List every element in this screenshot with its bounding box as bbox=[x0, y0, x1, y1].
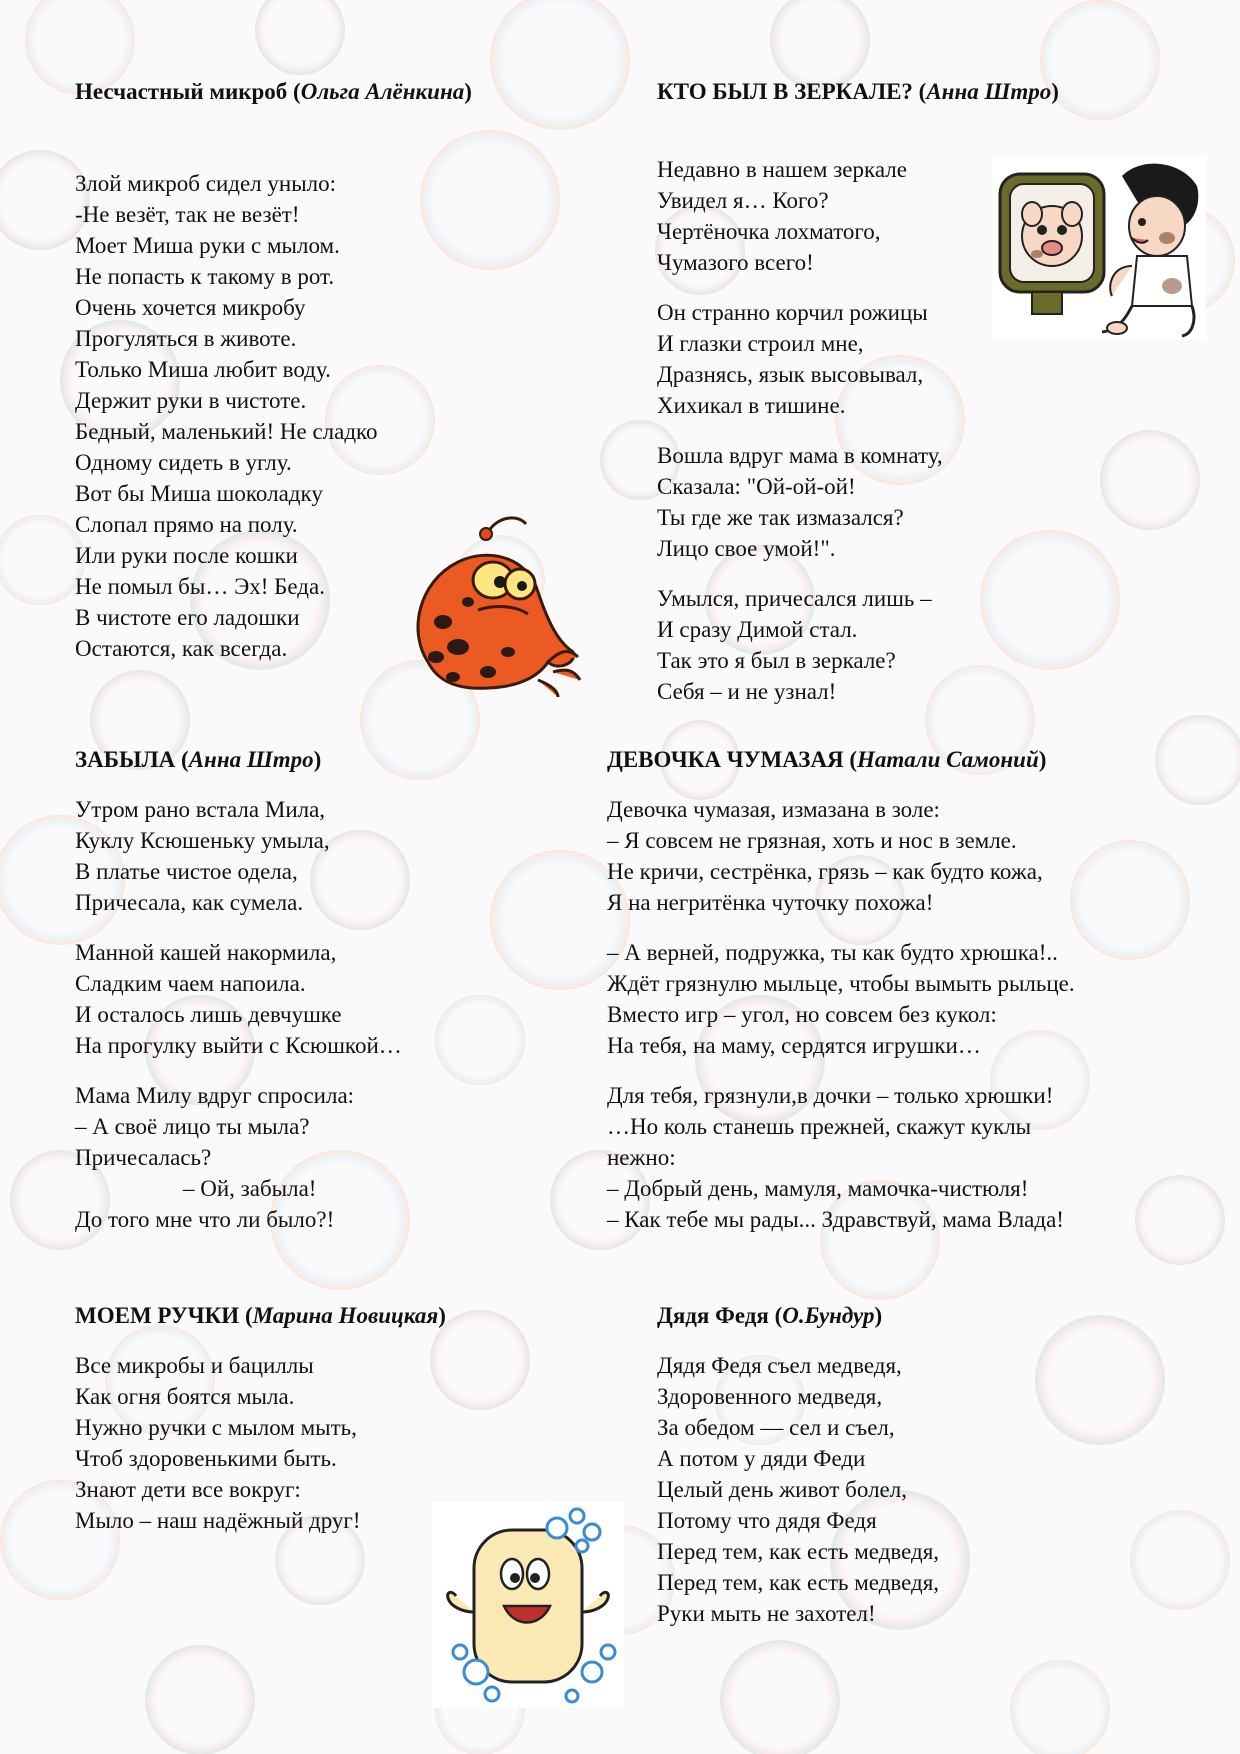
poem-line: Лицо свое умой!". bbox=[657, 536, 836, 561]
poem-line: Чтоб здоровенькими быть. bbox=[75, 1446, 337, 1471]
poem-3 bbox=[75, 746, 402, 1235]
poem-line: На прогулку выйти с Ксюшкой… bbox=[75, 1033, 402, 1058]
poem-line: И осталось лишь девчушке bbox=[75, 1002, 342, 1027]
poem-title: МОЕМ РУЧКИ (Марина Новицкая) bbox=[75, 1303, 446, 1328]
poem-line: Девочка чумазая, измазана в золе: bbox=[607, 797, 940, 822]
poem-line: Остаются, как всегда. bbox=[75, 636, 288, 661]
poem-line: За обедом — сел и съел, bbox=[657, 1415, 895, 1440]
poem-line: Моет Миша руки с мылом. bbox=[75, 233, 340, 258]
bubble bbox=[1010, 1660, 1110, 1754]
poem-line: Очень хочется микробу bbox=[75, 295, 306, 320]
poem-line: Хихикал в тишине. bbox=[657, 393, 846, 418]
poem-5 bbox=[75, 1302, 446, 1536]
poem-stanza bbox=[607, 937, 1075, 1061]
poem-line: Слопал прямо на полу. bbox=[75, 512, 298, 537]
poem-line: Куклу Ксюшеньку умыла, bbox=[75, 828, 330, 853]
poem-line: Ждёт грязнулю мыльце, чтобы вымыть рыльце. bbox=[607, 971, 1075, 996]
poem-line: нежно: bbox=[607, 1145, 676, 1170]
poem-line: Нужно ручки с мылом мыть, bbox=[75, 1415, 357, 1440]
poem-line: Мыло – наш надёжный друг! bbox=[75, 1508, 361, 1533]
poem-line: Себя – и не узнал! bbox=[657, 679, 837, 704]
poem-line: Вошла вдруг мама в комнату, bbox=[657, 443, 943, 468]
poem-4 bbox=[607, 746, 1075, 1235]
poem-line: Сладким чаем напоила. bbox=[75, 971, 306, 996]
poem-line: В платье чистое одела, bbox=[75, 859, 298, 884]
mirror-boy-illustration bbox=[992, 156, 1206, 340]
poem-line: Знают дети все вокруг: bbox=[75, 1477, 301, 1502]
poem-line: Чумазого всего! bbox=[657, 250, 814, 275]
poem-author: Анна Штро bbox=[926, 79, 1052, 104]
bubble bbox=[1070, 840, 1190, 960]
poem-stanza bbox=[75, 1080, 402, 1235]
poem-stanza bbox=[657, 583, 1059, 707]
poem-line: Сказала: "Ой-ой-ой! bbox=[657, 474, 856, 499]
poem-stanza bbox=[607, 794, 1075, 918]
poem-line: – Как тебе мы рады... Здравствуй, мама Влада! bbox=[607, 1207, 1064, 1232]
poem-line: Так это я был в зеркале? bbox=[657, 648, 896, 673]
poem-line: Все микробы и бациллы bbox=[75, 1353, 314, 1378]
poem-title: Дядя Федя (О.Бундур) bbox=[657, 1303, 883, 1328]
poem-line: На тебя, на маму, сердятся игрушки… bbox=[607, 1033, 981, 1058]
bubble bbox=[0, 515, 85, 605]
poem-line: Недавно в нашем зеркале bbox=[657, 157, 907, 182]
poem-stanza bbox=[607, 1080, 1075, 1235]
poem-line: И сразу Димой стал. bbox=[657, 617, 858, 642]
poem-line: Вместо игр – угол, но совсем без кукол: bbox=[607, 1002, 997, 1027]
poem-line: – А своё лицо ты мыла? bbox=[75, 1114, 310, 1139]
poem-line: Для тебя, грязнули,в дочки – только хрюшки! bbox=[607, 1083, 1054, 1108]
poem-line: Бедный, маленький! Не сладко bbox=[75, 419, 378, 444]
bubble bbox=[770, 0, 870, 90]
bubble bbox=[1155, 715, 1240, 805]
bubble bbox=[145, 1645, 255, 1754]
poem-line: А потом у дяди Феди bbox=[657, 1446, 866, 1471]
poem-line: Причесалась? bbox=[75, 1145, 212, 1170]
poem-line: Как огня боятся мыла. bbox=[75, 1384, 295, 1409]
bubble bbox=[1100, 430, 1200, 530]
poem-line: Держит руки в чистоте. bbox=[75, 388, 307, 413]
poem-stanza bbox=[75, 937, 402, 1061]
poem-stanza bbox=[657, 440, 1059, 564]
poem-line: Здоровенного медведя, bbox=[657, 1384, 883, 1409]
poem-line: Потому что дядя Федя bbox=[657, 1508, 877, 1533]
poem-line: До того мне что ли было?! bbox=[75, 1207, 335, 1232]
poem-author: О.Бундур bbox=[782, 1303, 875, 1328]
soap-character-illustration bbox=[432, 1502, 624, 1708]
poem-line: Дядя Федя съел медведя, bbox=[657, 1353, 902, 1378]
poem-author: Ольга Алёнкина bbox=[300, 79, 465, 104]
poem-line: Дразнясь, язык высовывал, bbox=[657, 362, 924, 387]
poem-line: Причесала, как сумела. bbox=[75, 890, 304, 915]
poem-stanza bbox=[75, 1350, 446, 1536]
poem-line: Умылся, причесался лишь – bbox=[657, 586, 932, 611]
microbe-illustration bbox=[408, 512, 584, 698]
poem-author: Анна Штро bbox=[188, 747, 314, 772]
bubble bbox=[435, 995, 525, 1085]
poem-line: И глазки строил мне, bbox=[657, 331, 864, 356]
poem-line: Утром рано встала Мила, bbox=[75, 797, 326, 822]
bubble bbox=[1130, 1510, 1230, 1610]
bubble bbox=[1035, 1315, 1165, 1445]
poem-title: КТО БЫЛ В ЗЕРКАЛЕ? (Анна Штро) bbox=[657, 79, 1059, 104]
poem-stanza bbox=[657, 1350, 939, 1629]
poem-line: Манной кашей накормила, bbox=[75, 940, 337, 965]
poem-line: – А верней, подружка, ты как будто хрюшка!.. bbox=[607, 940, 1058, 965]
poem-line: Одному сидеть в углу. bbox=[75, 450, 292, 475]
poem-line: Я на негритёнка чуточку похожа! bbox=[607, 890, 934, 915]
poem-line: Ты где же так измазался? bbox=[657, 505, 904, 530]
poem-line: -Не везёт, так не везёт! bbox=[75, 202, 300, 227]
poem-line: Перед тем, как есть медведя, bbox=[657, 1539, 940, 1564]
poem-line: Или руки после кошки bbox=[75, 543, 298, 568]
bubble bbox=[255, 0, 345, 75]
bubble bbox=[1135, 1175, 1225, 1265]
poem-line: Не помыл бы… Эх! Беда. bbox=[75, 574, 325, 599]
poem-6 bbox=[657, 1302, 939, 1629]
poem-author: Натали Самоний bbox=[857, 747, 1039, 772]
poem-title: ЗАБЫЛА (Анна Штро) bbox=[75, 747, 322, 772]
poem-title: Несчастный микроб (Ольга Алёнкина) bbox=[75, 79, 472, 104]
poem-line: Злой микроб сидел уныло: bbox=[75, 171, 337, 196]
poem-line: В чистоте его ладошки bbox=[75, 605, 300, 630]
poem-line: Мама Милу вдруг спросила: bbox=[75, 1083, 355, 1108]
poem-line: – Ой, забыла! bbox=[183, 1176, 317, 1201]
poem-line: Руки мыть не захотел! bbox=[657, 1601, 876, 1626]
bubble bbox=[720, 1640, 840, 1754]
poem-line: …Но коль станешь прежней, скажут куклы bbox=[607, 1114, 1032, 1139]
poem-line: Не кричи, сестрёнка, грязь – как будто кожа, bbox=[607, 859, 1043, 884]
poem-line: Вот бы Миша шоколадку bbox=[75, 481, 323, 506]
poem-line: Чертёночка лохматого, bbox=[657, 219, 881, 244]
bubble bbox=[490, 0, 630, 130]
poem-line: Он странно корчил рожицы bbox=[657, 300, 928, 325]
poem-line: Целый день живот болел, bbox=[657, 1477, 907, 1502]
poem-line: Не попасть к такому в рот. bbox=[75, 264, 335, 289]
poem-author: Марина Новицкая bbox=[252, 1303, 439, 1328]
poem-title: ДЕВОЧКА ЧУМАЗАЯ (Натали Самоний) bbox=[607, 747, 1047, 772]
poem-line: – Добрый день, мамуля, мамочка-чистюля! bbox=[607, 1176, 1029, 1201]
poem-line: Только Миша любит воду. bbox=[75, 357, 331, 382]
poem-stanza bbox=[75, 794, 402, 918]
poem-line: Прогуляться в животе. bbox=[75, 326, 297, 351]
poem-line: – Я совсем не грязная, хоть и нос в земле. bbox=[607, 828, 1017, 853]
poem-line: Увидел я… Кого? bbox=[657, 188, 829, 213]
poem-line: Перед тем, как есть медведя, bbox=[657, 1570, 940, 1595]
